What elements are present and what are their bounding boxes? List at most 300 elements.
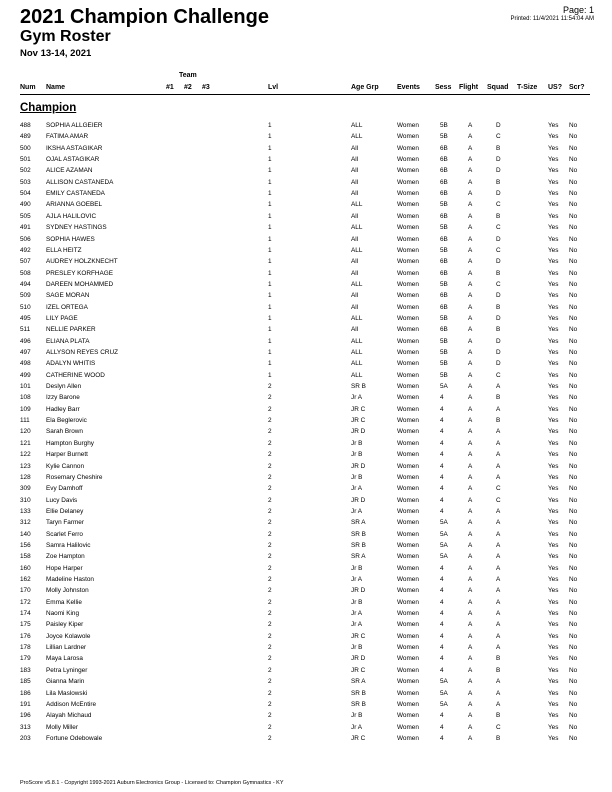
- cell-us: Yes: [548, 235, 559, 243]
- cell-squad: A: [496, 383, 501, 391]
- cell-flight: A: [468, 496, 473, 504]
- cell-flight: A: [468, 439, 473, 447]
- cell-squad: A: [496, 632, 501, 640]
- cell-events: Women: [397, 349, 419, 356]
- cell-scr: No: [569, 496, 578, 504]
- cell-scr: No: [569, 462, 578, 470]
- cell-flight: A: [468, 541, 473, 549]
- cell-events: Women: [397, 337, 419, 345]
- cell-sess: 5B: [440, 337, 448, 345]
- cell-sess: 5A: [440, 519, 448, 527]
- cell-lvl: 2: [268, 632, 272, 640]
- cell-flight: A: [468, 383, 473, 391]
- cell-num: 111: [20, 417, 30, 425]
- cell-lvl: 2: [268, 621, 272, 629]
- table-row: [0, 585, 612, 596]
- cell-lvl: 2: [268, 689, 272, 697]
- cell-flight: A: [468, 530, 473, 538]
- cell-us: Yes: [548, 666, 559, 674]
- cell-scr: No: [569, 337, 578, 345]
- table-row: [0, 506, 612, 517]
- cell-us: Yes: [548, 507, 559, 515]
- cell-flight: A: [468, 360, 473, 368]
- cell-sess: 4: [440, 587, 444, 595]
- cell-lvl: 1: [268, 156, 272, 164]
- cell-num: 183: [20, 666, 31, 674]
- cell-num: 174: [20, 610, 31, 618]
- cell-lvl: 1: [268, 349, 272, 356]
- cell-flight: A: [468, 451, 473, 459]
- cell-events: Women: [397, 451, 419, 459]
- table-row: [0, 551, 612, 562]
- cell-age-grp: Jr A: [351, 610, 363, 618]
- cell-scr: No: [569, 314, 578, 322]
- cell-num: 203: [20, 734, 31, 742]
- cell-us: Yes: [548, 576, 559, 583]
- cell-lvl: 1: [268, 144, 272, 152]
- table-row: [0, 234, 612, 245]
- cell-sess: 6B: [440, 178, 448, 186]
- cell-flight: A: [468, 212, 473, 220]
- table-row: [0, 710, 612, 721]
- cell-us: Yes: [548, 314, 559, 322]
- cell-us: Yes: [548, 734, 559, 742]
- cell-events: Women: [397, 507, 419, 515]
- cell-sess: 5B: [440, 246, 448, 254]
- cell-events: Women: [397, 394, 419, 402]
- cell-num: 133: [20, 507, 31, 515]
- cell-num: 309: [20, 485, 31, 493]
- cell-events: Women: [397, 564, 419, 572]
- cell-name: Emma Kellie: [46, 598, 82, 606]
- cell-us: Yes: [548, 326, 559, 334]
- cell-us: Yes: [548, 712, 559, 720]
- table-row: [0, 472, 612, 483]
- cell-us: Yes: [548, 644, 559, 652]
- table-row: [0, 642, 612, 653]
- cell-lvl: 1: [268, 314, 272, 322]
- cell-num: 508: [20, 269, 31, 277]
- cell-age-grp: All: [351, 212, 359, 220]
- cell-lvl: 2: [268, 383, 272, 391]
- table-row: [0, 574, 612, 585]
- col-name: Name: [46, 84, 66, 91]
- col-team: Team: [179, 72, 197, 79]
- cell-flight: A: [468, 371, 473, 379]
- cell-num: 507: [20, 258, 31, 266]
- cell-sess: 4: [440, 439, 444, 447]
- cell-lvl: 1: [268, 258, 272, 266]
- cell-lvl: 1: [268, 246, 272, 254]
- table-row: [0, 653, 612, 664]
- cell-scr: No: [569, 678, 578, 686]
- cell-us: Yes: [548, 337, 559, 345]
- cell-squad: C: [496, 224, 501, 232]
- cell-us: Yes: [548, 541, 559, 549]
- cell-us: Yes: [548, 383, 559, 391]
- cell-squad: B: [496, 394, 501, 402]
- cell-us: Yes: [548, 451, 559, 459]
- cell-lvl: 1: [268, 235, 272, 243]
- cell-age-grp: All: [351, 235, 359, 243]
- cell-events: Women: [397, 519, 419, 527]
- cell-squad: B: [496, 666, 501, 674]
- cell-name: PRESLEY KORFHAGE: [46, 269, 114, 277]
- cell-lvl: 2: [268, 712, 272, 720]
- cell-us: Yes: [548, 598, 559, 606]
- cell-lvl: 1: [268, 269, 272, 277]
- cell-lvl: 1: [268, 133, 272, 141]
- cell-us: Yes: [548, 655, 559, 663]
- cell-squad: A: [496, 576, 501, 583]
- cell-name: ARIANNA GOEBEL: [46, 201, 103, 209]
- cell-sess: 4: [440, 485, 444, 493]
- cell-us: Yes: [548, 190, 559, 198]
- cell-name: Petra Lyninger: [46, 666, 88, 674]
- cell-flight: A: [468, 303, 473, 311]
- cell-squad: D: [496, 337, 501, 345]
- cell-flight: A: [468, 689, 473, 697]
- cell-us: Yes: [548, 178, 559, 186]
- cell-num: 511: [20, 326, 31, 334]
- cell-scr: No: [569, 666, 578, 674]
- cell-num: 312: [20, 519, 31, 527]
- cell-events: Women: [397, 587, 419, 595]
- cell-num: 185: [20, 678, 31, 686]
- col-tsize: T-Size: [517, 84, 538, 91]
- cell-events: Women: [397, 235, 419, 243]
- cell-flight: A: [468, 269, 473, 277]
- cell-scr: No: [569, 485, 578, 493]
- cell-num: 504: [20, 190, 31, 198]
- table-row: [0, 563, 612, 574]
- cell-scr: No: [569, 349, 578, 356]
- cell-scr: No: [569, 383, 578, 391]
- cell-flight: A: [468, 655, 473, 663]
- table-row: [0, 392, 612, 403]
- cell-squad: A: [496, 439, 501, 447]
- cell-events: Women: [397, 576, 419, 583]
- cell-squad: D: [496, 258, 501, 266]
- table-row: [0, 188, 612, 199]
- cell-events: Women: [397, 439, 419, 447]
- cell-lvl: 2: [268, 417, 272, 425]
- cell-num: 490: [20, 201, 31, 209]
- cell-sess: 4: [440, 632, 444, 640]
- cell-squad: D: [496, 360, 501, 368]
- cell-age-grp: ALL: [351, 337, 363, 345]
- cell-events: Women: [397, 144, 419, 152]
- cell-scr: No: [569, 394, 578, 402]
- cell-squad: B: [496, 269, 501, 277]
- cell-scr: No: [569, 734, 578, 742]
- cell-scr: No: [569, 610, 578, 618]
- cell-events: Women: [397, 133, 419, 141]
- cell-squad: A: [496, 541, 501, 549]
- cell-lvl: 1: [268, 167, 272, 175]
- cell-sess: 4: [440, 666, 444, 674]
- cell-events: Women: [397, 156, 419, 164]
- cell-squad: B: [496, 655, 501, 663]
- cell-lvl: 2: [268, 394, 272, 402]
- cell-us: Yes: [548, 553, 559, 561]
- cell-age-grp: JR C: [351, 632, 366, 640]
- cell-name: ELIANA PLATA: [46, 337, 90, 345]
- cell-lvl: 1: [268, 122, 272, 129]
- cell-num: 175: [20, 621, 31, 629]
- cell-lvl: 2: [268, 473, 272, 481]
- cell-us: Yes: [548, 428, 559, 436]
- cell-squad: A: [496, 428, 501, 436]
- cell-sess: 4: [440, 712, 444, 720]
- cell-name: SYDNEY HASTINGS: [46, 224, 107, 232]
- cell-sess: 5A: [440, 553, 448, 561]
- cell-lvl: 2: [268, 700, 272, 708]
- cell-scr: No: [569, 587, 578, 595]
- cell-scr: No: [569, 507, 578, 515]
- cell-squad: C: [496, 133, 501, 141]
- cell-events: Women: [397, 723, 419, 731]
- cell-age-grp: SR A: [351, 519, 366, 527]
- table-row: [0, 517, 612, 528]
- col-team1: #1: [166, 84, 174, 91]
- footer-copyright: ProScore v5.8.1 - Copyright 1993-2021 Auburn Electronics Group - Licensed to: Champion Gymnastics - KY: [20, 780, 284, 786]
- cell-age-grp: ALL: [351, 122, 363, 129]
- cell-name: ELLA HEITZ: [46, 246, 82, 254]
- cell-name: Harper Burnett: [46, 451, 88, 459]
- cell-name: Madeline Haston: [46, 576, 94, 583]
- cell-name: Samra Halilovic: [46, 541, 91, 549]
- cell-num: 122: [20, 451, 31, 459]
- col-sess: Sess: [435, 84, 452, 91]
- cell-scr: No: [569, 712, 578, 720]
- cell-num: 128: [20, 473, 31, 481]
- cell-us: Yes: [548, 587, 559, 595]
- cell-us: Yes: [548, 360, 559, 368]
- cell-sess: 4: [440, 405, 444, 413]
- cell-age-grp: ALL: [351, 246, 363, 254]
- cell-sess: 4: [440, 417, 444, 425]
- cell-lvl: 2: [268, 485, 272, 493]
- cell-sess: 5B: [440, 314, 448, 322]
- table-row: [0, 245, 612, 256]
- cell-scr: No: [569, 303, 578, 311]
- cell-sess: 4: [440, 734, 444, 742]
- cell-sess: 4: [440, 473, 444, 481]
- cell-age-grp: ALL: [351, 360, 363, 368]
- cell-flight: A: [468, 473, 473, 481]
- cell-name: DAREEN MOHAMMED: [46, 280, 114, 288]
- cell-name: ADALYN WHITIS: [46, 360, 96, 368]
- cell-sess: 4: [440, 598, 444, 606]
- cell-name: Maya Larosa: [46, 655, 83, 663]
- cell-us: Yes: [548, 292, 559, 300]
- table-row: [0, 211, 612, 222]
- cell-us: Yes: [548, 246, 559, 254]
- cell-flight: A: [468, 394, 473, 402]
- cell-events: Women: [397, 314, 419, 322]
- cell-flight: A: [468, 133, 473, 141]
- cell-lvl: 2: [268, 553, 272, 561]
- table-row: [0, 608, 612, 619]
- cell-name: Ellie Delaney: [46, 507, 84, 515]
- cell-scr: No: [569, 133, 578, 141]
- cell-squad: C: [496, 280, 501, 288]
- cell-squad: A: [496, 700, 501, 708]
- cell-name: Scarlet Ferro: [46, 530, 83, 538]
- cell-flight: A: [468, 564, 473, 572]
- cell-flight: A: [468, 712, 473, 720]
- cell-flight: A: [468, 598, 473, 606]
- col-flight: Flight: [459, 84, 479, 91]
- cell-us: Yes: [548, 201, 559, 209]
- cell-name: EMILY CASTANEDA: [46, 190, 105, 198]
- cell-age-grp: JR C: [351, 417, 366, 425]
- cell-flight: A: [468, 417, 473, 425]
- cell-scr: No: [569, 224, 578, 232]
- cell-num: 497: [20, 349, 31, 356]
- cell-us: Yes: [548, 405, 559, 413]
- cell-events: Women: [397, 541, 419, 549]
- cell-age-grp: All: [351, 167, 359, 175]
- cell-events: Women: [397, 190, 419, 198]
- cell-sess: 6B: [440, 190, 448, 198]
- cell-age-grp: Jr B: [351, 473, 363, 481]
- cell-age-grp: SR A: [351, 678, 366, 686]
- cell-scr: No: [569, 167, 578, 175]
- cell-us: Yes: [548, 156, 559, 164]
- cell-lvl: 1: [268, 190, 272, 198]
- table-row: [0, 631, 612, 642]
- cell-sess: 5B: [440, 371, 448, 379]
- cell-us: Yes: [548, 496, 559, 504]
- col-squad: Squad: [487, 84, 509, 91]
- cell-age-grp: JR C: [351, 405, 366, 413]
- cell-num: 196: [20, 712, 31, 720]
- cell-name: Rosemary Cheshire: [46, 473, 103, 481]
- cell-squad: C: [496, 371, 501, 379]
- cell-sess: 4: [440, 621, 444, 629]
- cell-sess: 5B: [440, 201, 448, 209]
- cell-name: AUDREY HOLZKNECHT: [46, 258, 118, 266]
- cell-name: Sarah Brown: [46, 428, 83, 436]
- cell-num: 509: [20, 292, 31, 300]
- cell-num: 160: [20, 564, 31, 572]
- cell-events: Women: [397, 292, 419, 300]
- cell-flight: A: [468, 519, 473, 527]
- cell-flight: A: [468, 553, 473, 561]
- cell-lvl: 2: [268, 723, 272, 731]
- cell-scr: No: [569, 246, 578, 254]
- table-row: [0, 529, 612, 540]
- cell-name: Evy Damhoff: [46, 485, 83, 493]
- cell-events: Women: [397, 167, 419, 175]
- cell-events: Women: [397, 632, 419, 640]
- table-row: [0, 495, 612, 506]
- cell-name: Lillian Lardner: [46, 644, 87, 652]
- cell-events: Women: [397, 610, 419, 618]
- cell-flight: A: [468, 700, 473, 708]
- cell-lvl: 2: [268, 644, 272, 652]
- table-row: [0, 540, 612, 551]
- cell-us: Yes: [548, 632, 559, 640]
- cell-sess: 5B: [440, 349, 448, 356]
- table-row: [0, 676, 612, 687]
- cell-flight: A: [468, 201, 473, 209]
- page-number: Page: 1: [562, 5, 594, 15]
- cell-squad: A: [496, 462, 501, 470]
- cell-events: Women: [397, 530, 419, 538]
- cell-us: Yes: [548, 133, 559, 141]
- table-row: [0, 483, 612, 494]
- cell-scr: No: [569, 723, 578, 731]
- cell-age-grp: Jr A: [351, 576, 363, 583]
- cell-us: Yes: [548, 485, 559, 493]
- cell-name: Alayah Michaud: [46, 712, 92, 720]
- cell-events: Women: [397, 655, 419, 663]
- cell-lvl: 1: [268, 360, 272, 368]
- cell-name: Lucy Davis: [46, 496, 78, 504]
- cell-squad: A: [496, 564, 501, 572]
- cell-name: SOPHIA ALLGEIER: [46, 122, 103, 129]
- table-row: [0, 336, 612, 347]
- cell-squad: A: [496, 678, 501, 686]
- cell-lvl: 2: [268, 405, 272, 413]
- cell-squad: B: [496, 734, 501, 742]
- table-row: [0, 733, 612, 744]
- cell-lvl: 1: [268, 326, 272, 334]
- cell-flight: A: [468, 235, 473, 243]
- cell-squad: D: [496, 122, 501, 129]
- cell-name: ALLYSON REYES CRUZ: [46, 349, 118, 356]
- cell-sess: 5A: [440, 530, 448, 538]
- cell-events: Women: [397, 201, 419, 209]
- cell-events: Women: [397, 689, 419, 697]
- cell-sess: 5B: [440, 224, 448, 232]
- cell-name: NELLIE PARKER: [46, 326, 96, 334]
- cell-squad: B: [496, 417, 501, 425]
- cell-us: Yes: [548, 224, 559, 232]
- cell-sess: 6B: [440, 235, 448, 243]
- cell-age-grp: All: [351, 269, 359, 277]
- cell-scr: No: [569, 326, 578, 334]
- cell-lvl: 2: [268, 428, 272, 436]
- cell-sess: 4: [440, 496, 444, 504]
- cell-events: Women: [397, 598, 419, 606]
- cell-lvl: 2: [268, 678, 272, 686]
- cell-scr: No: [569, 530, 578, 538]
- cell-lvl: 1: [268, 280, 272, 288]
- cell-flight: A: [468, 485, 473, 493]
- cell-squad: A: [496, 621, 501, 629]
- table-row: [0, 256, 612, 267]
- cell-events: Women: [397, 224, 419, 232]
- table-row: [0, 426, 612, 437]
- cell-num: 495: [20, 314, 31, 322]
- cell-lvl: 2: [268, 519, 272, 527]
- cell-age-grp: Jr B: [351, 712, 363, 720]
- cell-flight: A: [468, 190, 473, 198]
- cell-num: 488: [20, 122, 31, 129]
- cell-num: 186: [20, 689, 31, 697]
- table-row: [0, 154, 612, 165]
- cell-age-grp: Jr B: [351, 439, 363, 447]
- cell-name: Taryn Farmer: [46, 519, 84, 527]
- cell-scr: No: [569, 156, 578, 164]
- cell-num: 178: [20, 644, 31, 652]
- cell-events: Women: [397, 326, 419, 334]
- cell-age-grp: Jr B: [351, 644, 363, 652]
